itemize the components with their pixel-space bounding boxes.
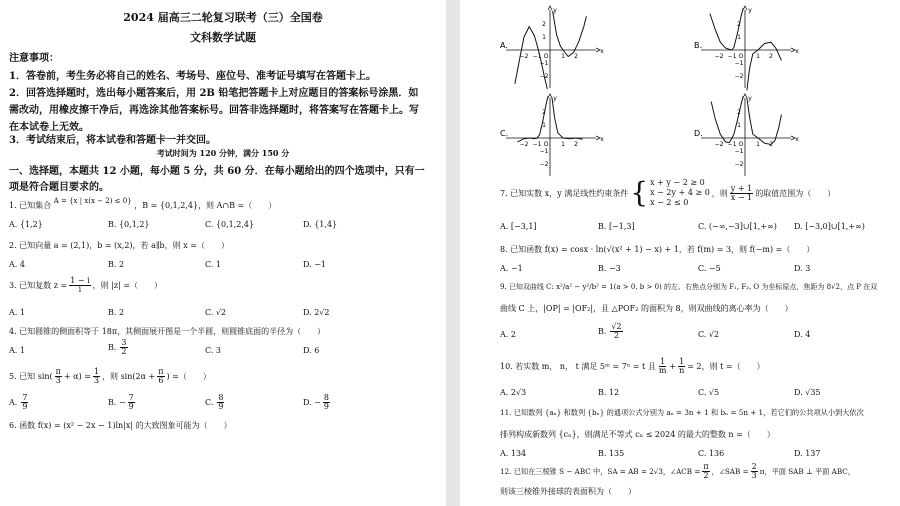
x-tick-label: O	[543, 53, 549, 60]
q9-stem-b: 曲线 C 上，|OP| = |OF₂|，且 △POF₂ 的面积为 8，则双曲线的离心率为（ ）	[500, 304, 793, 313]
q11-stem-b: 排列构成新数列 {cₙ}，则满足不等式 cₙ ≤ 2024 的最大的整数 n =（ ）	[500, 430, 775, 439]
q11-stem-a: 11. 已知数列 {aₙ} 和数列 {bₙ} 的通项公式分别为 aₙ = 3n + 1 和 bₙ = 5n + 1，若它们的公共项从小到大依次	[500, 408, 864, 417]
q1-option-a[interactable]: A. {1,2}	[9, 220, 43, 229]
left-page	[0, 0, 446, 506]
curve-left	[710, 8, 743, 50]
y-tick-label: −2	[734, 161, 744, 168]
q12-stem-b: 则该三棱锥外接球的表面积为（ ）	[500, 487, 636, 496]
q11-option-b[interactable]: B. 135	[598, 449, 625, 458]
q8-option-a[interactable]: A. −1	[500, 264, 523, 273]
notice-2a: 2．回答选择题时，选出每小题答案后，用 2B 铅笔把答题卡上对应题目的答案标号涂黑．如	[9, 88, 419, 99]
q7-constraint-2: x − 2y + 4 ≥ 0	[650, 188, 710, 197]
x-tick-label: 1	[756, 141, 760, 148]
q6-graphs	[460, 0, 900, 180]
x-tick-label: −1	[727, 53, 737, 60]
graph-option-a[interactable]	[500, 6, 604, 89]
graph-label: B.	[694, 41, 703, 50]
x-tick-label: 1	[756, 53, 760, 60]
q1-option-d[interactable]: D. {1,4}	[303, 220, 338, 229]
x-tick-label: O	[543, 141, 549, 148]
q1-option-c[interactable]: C. {0,1,2,4}	[205, 220, 255, 229]
q9-stem-a: 9. 已知双曲线 C: x²/a² − y²/b² = 1(a > 0, b > 0) 的左、右焦点分别为 F₁, F₂, O 为坐标原点，焦距为 8√2，点 P 在双	[500, 283, 878, 291]
q7-option-d[interactable]: D. [−3,0]∪[1,+∞)	[794, 222, 865, 231]
y-tick-label: 1	[737, 34, 741, 41]
q8-option-d[interactable]: D. 3	[794, 264, 811, 273]
q11-option-d[interactable]: D. 137	[794, 449, 821, 458]
q1-stem: 1. 已知集合 A = {x | x(x − 2) ≤ 0} ，B = {0,1,2,4}，则 A∩B =（ ）	[9, 197, 277, 210]
x-tick-label: O	[738, 141, 744, 148]
graph-label: D.	[694, 129, 703, 138]
graph-option-d[interactable]	[694, 94, 799, 176]
x-tick-label: 2	[769, 53, 773, 60]
q7-constraint-1: x + y − 2 ≥ 0	[650, 178, 705, 187]
y-tick-label: −1	[734, 148, 744, 155]
q2-option-c[interactable]: C. 1	[205, 260, 222, 269]
q10-option-c[interactable]: C. √5	[698, 388, 720, 397]
q5-stem: 5. 已知 sin( $\frac{\pi}{3}$ + α) = $\frac{1}{3}$ ，则 sin(2α + $\frac{\pi}{6}$ ) =（ ）	[9, 367, 211, 385]
q4-stem: 4. 已知圆锥的侧面积等于 18π，其侧面展开图是一个半圆，则圆锥底面的半径为（ ）	[9, 327, 326, 336]
notice-2b: 需改动，用橡皮擦干净后，再选涂其他答案标号。回答非选择题时，将答案写在答题卡上。写	[9, 105, 419, 116]
exam-title: 2024 届高三二轮复习联考（三）全国卷	[123, 11, 323, 24]
curve-left	[518, 96, 549, 141]
y-arrow	[548, 6, 552, 10]
exam-subtitle: 文科数学试题	[190, 31, 256, 44]
x-axis-label: x	[600, 136, 604, 143]
q2-stem: 2. 已知向量 a = (2,1)，b = (x,2)，若 a∥b，则 x =（ ）	[9, 241, 229, 250]
notice-2c: 在本试卷上无效。	[9, 122, 89, 133]
q7-stem: 7. 已知实数 x，y 满足线性约束条件 { x + y − 2 ≥ 0 x − 2y + 4 ≥ 0 x − 2 ≤ 0 ，则 $\frac{y + 1}{x - 1}$ 的取值范围为（ ）	[500, 176, 836, 209]
q3-option-b[interactable]: B. 2	[108, 308, 125, 317]
x-tick-label: −2	[714, 141, 724, 148]
q9-option-a[interactable]: A. 2	[500, 330, 516, 339]
y-arrow	[743, 6, 747, 10]
q6-stem: 6. 函数 f(x) = (x² − 2x − 1)ln|x| 的大致图象可能为（ ）	[9, 421, 232, 430]
y-tick-label: 2	[737, 21, 741, 28]
q12-stem-a: 12. 已知在三棱锥 S − ABC 中，SA = AB = 2√3，∠ACB = $\frac{\pi}{2}$ ，∠SAB = $\frac{2}{3}$ π，平面 SAB ⊥ 平面 ABC，	[500, 462, 855, 480]
q3-option-d[interactable]: D. 2√2	[303, 308, 330, 317]
q4-option-b[interactable]: B. $\frac{3}{2}$	[108, 338, 127, 356]
x-tick-label: 1	[561, 141, 565, 148]
section-intro-a: 一、选择题，本题共 12 小题，每小题 5 分，共 60 分．在每小题给出的四个选项中，只有一	[9, 166, 425, 177]
notice-1: 1．答卷前，考生务必将自己的姓名、考场号、座位号、准考证号填写在答题卡上。	[9, 71, 376, 82]
y-tick-label: −1	[539, 60, 549, 67]
q9-option-c[interactable]: C. √2	[698, 330, 720, 339]
x-tick-label: 1	[561, 53, 565, 60]
y-axis-label: y	[553, 95, 557, 102]
x-tick-label: −2	[519, 141, 529, 148]
y-axis-label: y	[748, 7, 752, 14]
x-axis-label: x	[795, 48, 799, 55]
y-tick-label: −2	[539, 161, 549, 168]
x-tick-label: 2	[769, 141, 773, 148]
q9-option-b[interactable]: B. $\frac{√2}{2}$	[598, 322, 622, 340]
y-tick-label: −2	[734, 73, 744, 80]
y-axis-label: y	[553, 7, 557, 14]
q10-stem: 10. 若实数 m， n， t 满足 5ᵐ = 7ⁿ = t 且 $\frac{1}{m}$ + $\frac{1}{n}$ = 2，则 t =（ ）	[500, 357, 765, 375]
y-axis-label: y	[748, 95, 752, 102]
q8-stem: 8. 已知函数 f(x) = cosx · ln(√(x² + 1) − x) + 1，若 f(m) = 3，则 f(−m) =（ ）	[500, 245, 815, 254]
right-page	[460, 0, 900, 506]
q2-option-d[interactable]: D. −1	[303, 260, 327, 269]
q11-option-c[interactable]: C. 136	[698, 449, 725, 458]
x-tick-label: −1	[532, 53, 542, 60]
x-axis-label: x	[795, 136, 799, 143]
q5-option-d[interactable]: D. − $\frac{8}{9}$	[303, 393, 330, 411]
graph-label: C.	[500, 129, 509, 138]
q11-option-a[interactable]: A. 134	[500, 449, 527, 458]
y-tick-label: 1	[542, 34, 546, 41]
curve-right	[747, 98, 782, 145]
x-tick-label: 2	[574, 53, 578, 60]
y-tick-label: 2	[542, 109, 546, 116]
q4-option-c[interactable]: C. 3	[205, 346, 222, 355]
curve-right	[747, 42, 782, 90]
x-tick-label: −2	[519, 53, 529, 60]
x-tick-label: O	[738, 53, 744, 60]
q7-option-c[interactable]: C. (−∞,−3]∪[1,+∞)	[698, 222, 777, 231]
q2-option-b[interactable]: B. 2	[108, 260, 125, 269]
x-tick-label: −1	[727, 141, 737, 148]
q9-option-d[interactable]: D. 4	[794, 330, 811, 339]
q10-option-a[interactable]: A. 2√3	[500, 388, 527, 397]
q8-option-c[interactable]: C. −5	[698, 264, 721, 273]
notice-heading: 注意事项：	[9, 53, 59, 64]
y-tick-label: 2	[737, 109, 741, 116]
y-tick-label: 1	[542, 122, 546, 129]
curve-left	[711, 96, 743, 142]
x-tick-label: −2	[714, 53, 724, 60]
time-score: 考试时间为 120 分钟，满分 150 分	[156, 148, 290, 158]
y-tick-label: −2	[539, 73, 549, 80]
q5-option-b[interactable]: B. − $\frac{7}{9}$	[108, 393, 134, 411]
graph-option-b[interactable]	[694, 6, 799, 90]
x-tick-label: 2	[574, 141, 578, 148]
y-tick-label: −1	[539, 148, 549, 155]
x-axis-label: x	[600, 48, 604, 55]
section-intro-b: 项是符合题目要求的。	[9, 182, 109, 193]
q3-option-c[interactable]: C. √2	[205, 308, 227, 317]
y-arrow	[548, 94, 552, 98]
q8-option-b[interactable]: B. −3	[598, 264, 621, 273]
q5-option-c[interactable]: C. $\frac{8}{9}$	[205, 393, 224, 411]
q5-option-a[interactable]: A. $\frac{7}{9}$	[9, 393, 28, 411]
y-tick-label: 1	[737, 122, 741, 129]
y-arrow	[743, 94, 747, 98]
q7-option-a[interactable]: A. [−3,1]	[500, 222, 537, 231]
q10-option-b[interactable]: B. 12	[598, 388, 620, 397]
q3-option-a[interactable]: A. 1	[9, 308, 25, 317]
graph-label: A.	[500, 41, 508, 50]
q4-option-d[interactable]: D. 6	[303, 346, 320, 355]
graph-option-c[interactable]	[500, 94, 604, 176]
q10-option-d[interactable]: D. √35	[794, 388, 821, 397]
q7-constraint-3: x − 2 ≤ 0	[650, 198, 689, 207]
y-tick-label: 2	[542, 21, 546, 28]
q7-option-b[interactable]: B. [−1,3]	[598, 222, 635, 231]
curve-right	[552, 98, 583, 140]
x-tick-label: −1	[532, 141, 542, 148]
notice-3: 3．考试结束后，将本试卷和答题卡一并交回。	[9, 135, 216, 146]
q4-option-a[interactable]: A. 1	[9, 346, 25, 355]
q2-option-a[interactable]: A. 4	[9, 260, 25, 269]
q1-option-b[interactable]: B. {0,1,2}	[108, 220, 150, 229]
y-tick-label: −1	[734, 60, 744, 67]
q3-stem: 3. 已知复数 z = $\frac{1 - i}{i}$ ，则 |z| =（ ）	[9, 276, 163, 294]
